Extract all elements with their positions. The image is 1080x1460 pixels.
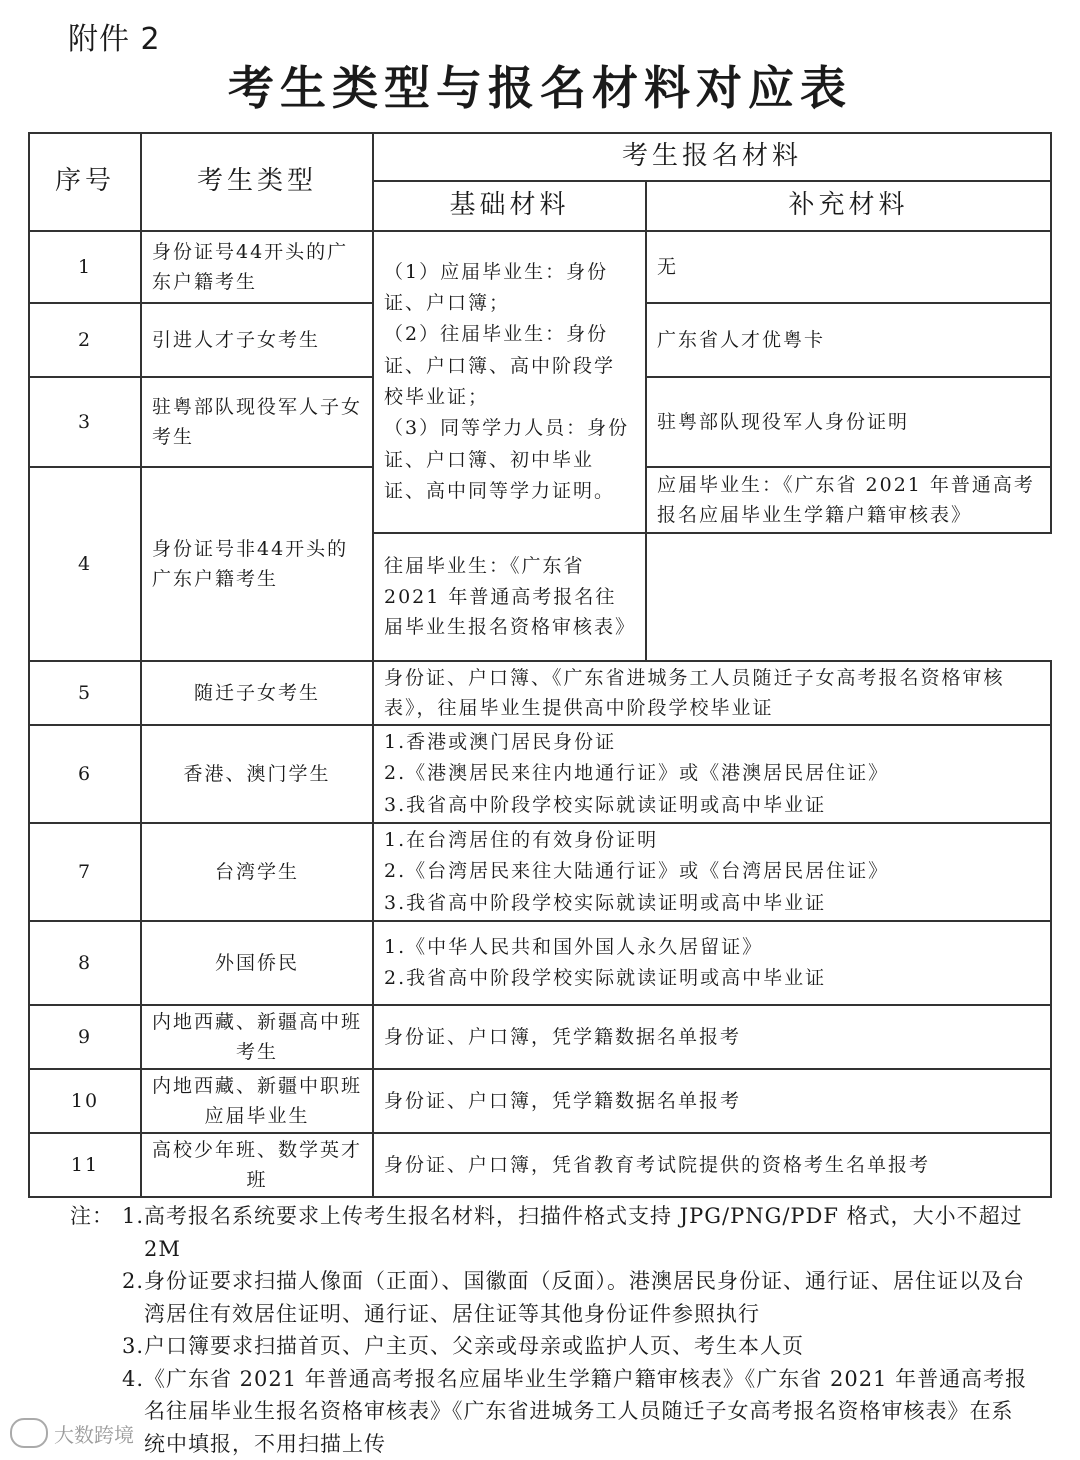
row-supplement: 无 [646,231,1051,303]
row-no: 3 [29,377,141,467]
note-number: 4. [122,1366,145,1391]
header-row-1 [29,133,1051,181]
table-row [29,661,1051,725]
attachment-label: 附件 2 [68,22,161,57]
row-type: 台湾学生 [141,823,373,921]
notes-label: 注： [70,1204,114,1228]
note-item [70,1363,1030,1460]
note-text: 《广东省 2021 年普通高考报名应届毕业生学籍户籍审核表》《广东省 2021 年普通高考报名往届毕业生报名资格审核表》《广东省进城务工人员随迁子女高考报名资格审核表》在系统中填报，不用扫描上传 [144,1366,1028,1456]
page-title: 考生类型与报名材料对应表 [228,61,852,115]
row-materials-list [373,921,1051,1005]
row-type: 内地西藏、新疆高中班考生 [141,1005,373,1069]
row-type: 身份证号44开头的广东户籍考生 [141,231,373,303]
note-text: 身份证要求扫描人像面（正面）、国徽面（反面）。港澳居民身份证、通行证、居住证以及台湾居住有效居住证明、通行证、居住证等其他身份证件参照执行 [144,1269,1025,1326]
table-row [29,921,1051,1005]
note-number: 1. [122,1204,145,1228]
notes-section [70,1200,1030,1460]
row-no: 10 [29,1069,141,1133]
row-materials: 身份证、户口簿、《广东省进城务工人员随迁子女高考报名资格审核表》，往届毕业生提供高中阶段学校毕业证 [373,661,1051,725]
row-no: 7 [29,823,141,921]
basic-item: （1）应届毕业生：身份证、户口簿； [384,260,609,314]
row-no: 2 [29,303,141,377]
row-no: 5 [29,661,141,725]
row-type: 香港、澳门学生 [141,725,373,823]
row-type: 高校少年班、数学英才班 [141,1133,373,1197]
table-row [29,1133,1051,1197]
basic-item: （2）往届毕业生：身份证、户口簿、高中阶段学校毕业证； [384,323,616,408]
header-materials: 考生报名材料 [373,133,1051,181]
list-item: 2.《港澳居民来往内地通行证》或《港澳居民居住证》 [384,762,890,785]
row-materials: 身份证、户口簿，凭省教育考试院提供的资格考生名单报考 [373,1133,1051,1197]
header-no: 序号 [29,133,141,231]
list-item: 1.香港或澳门居民身份证 [384,730,617,753]
header-basic: 基础材料 [373,181,646,231]
row-supplement: 驻粤部队现役军人身份证明 [646,377,1051,467]
row-no: 11 [29,1133,141,1197]
note-item [70,1330,1030,1363]
note-text: 户口簿要求扫描首页、户主页、父亲或母亲或监护人页、考生本人页 [144,1334,804,1359]
row-no: 6 [29,725,141,823]
row-materials-list [373,725,1051,823]
row-type: 驻粤部队现役军人子女考生 [141,377,373,467]
row-materials: 身份证、户口簿，凭学籍数据名单报考 [373,1005,1051,1069]
note-number: 2. [122,1269,145,1294]
row-no: 9 [29,1005,141,1069]
table-row [29,231,1051,303]
row-no: 8 [29,921,141,1005]
table-row [29,1069,1051,1133]
list-item: 1.《中华人民共和国外国人永久居留证》 [384,935,764,958]
table-row [29,1005,1051,1069]
watermark-logo-icon [10,1418,48,1448]
list-item: 2.《台湾居民来往大陆通行证》或《台湾居民居住证》 [384,860,890,883]
table-row [29,725,1051,823]
basic-materials-shared [373,231,646,533]
header-type: 考生类型 [141,133,373,231]
row-type: 内地西藏、新疆中职班应届毕业生 [141,1069,373,1133]
row-type: 外国侨民 [141,921,373,1005]
list-item: 3.我省高中阶段学校实际就读证明或高中毕业证 [384,793,827,816]
basic-item: （3）同等学力人员：身份证、户口簿、初中毕业证、高中同等学力证明。 [384,417,630,503]
row-materials-list [373,823,1051,921]
note-text: 高考报名系统要求上传考生报名材料，扫描件格式支持 JPG/PNG/PDF 格式，大小不超过 2M [144,1204,1023,1261]
row-supplement: 广东省人才优粤卡 [646,303,1051,377]
note-number: 3. [122,1334,145,1359]
row-type: 身份证号非44开头的广东户籍考生 [141,467,373,661]
header-supplement: 补充材料 [646,181,1051,231]
watermark-text: 大数跨境 [54,1422,134,1447]
note-item [70,1265,1030,1330]
list-item: 1.在台湾居住的有效身份证明 [384,828,659,851]
row-type: 随迁子女考生 [141,661,373,725]
materials-table [28,132,1052,1198]
row-type: 引进人才子女考生 [141,303,373,377]
row-no: 4 [29,467,141,661]
row-materials: 身份证、户口簿，凭学籍数据名单报考 [373,1069,1051,1133]
list-item: 3.我省高中阶段学校实际就读证明或高中毕业证 [384,891,827,914]
row-no: 1 [29,231,141,303]
list-item: 2.我省高中阶段学校实际就读证明或高中毕业证 [384,967,827,989]
table-row [29,823,1051,921]
row-supplement-b: 往届毕业生：《广东省 2021 年普通高考报名往届毕业生报名资格审核表》 [373,533,646,661]
note-item [70,1200,1030,1265]
watermark [10,1418,134,1448]
row-supplement-a: 应届毕业生：《广东省 2021 年普通高考报名应届毕业生学籍户籍审核表》 [646,467,1051,533]
